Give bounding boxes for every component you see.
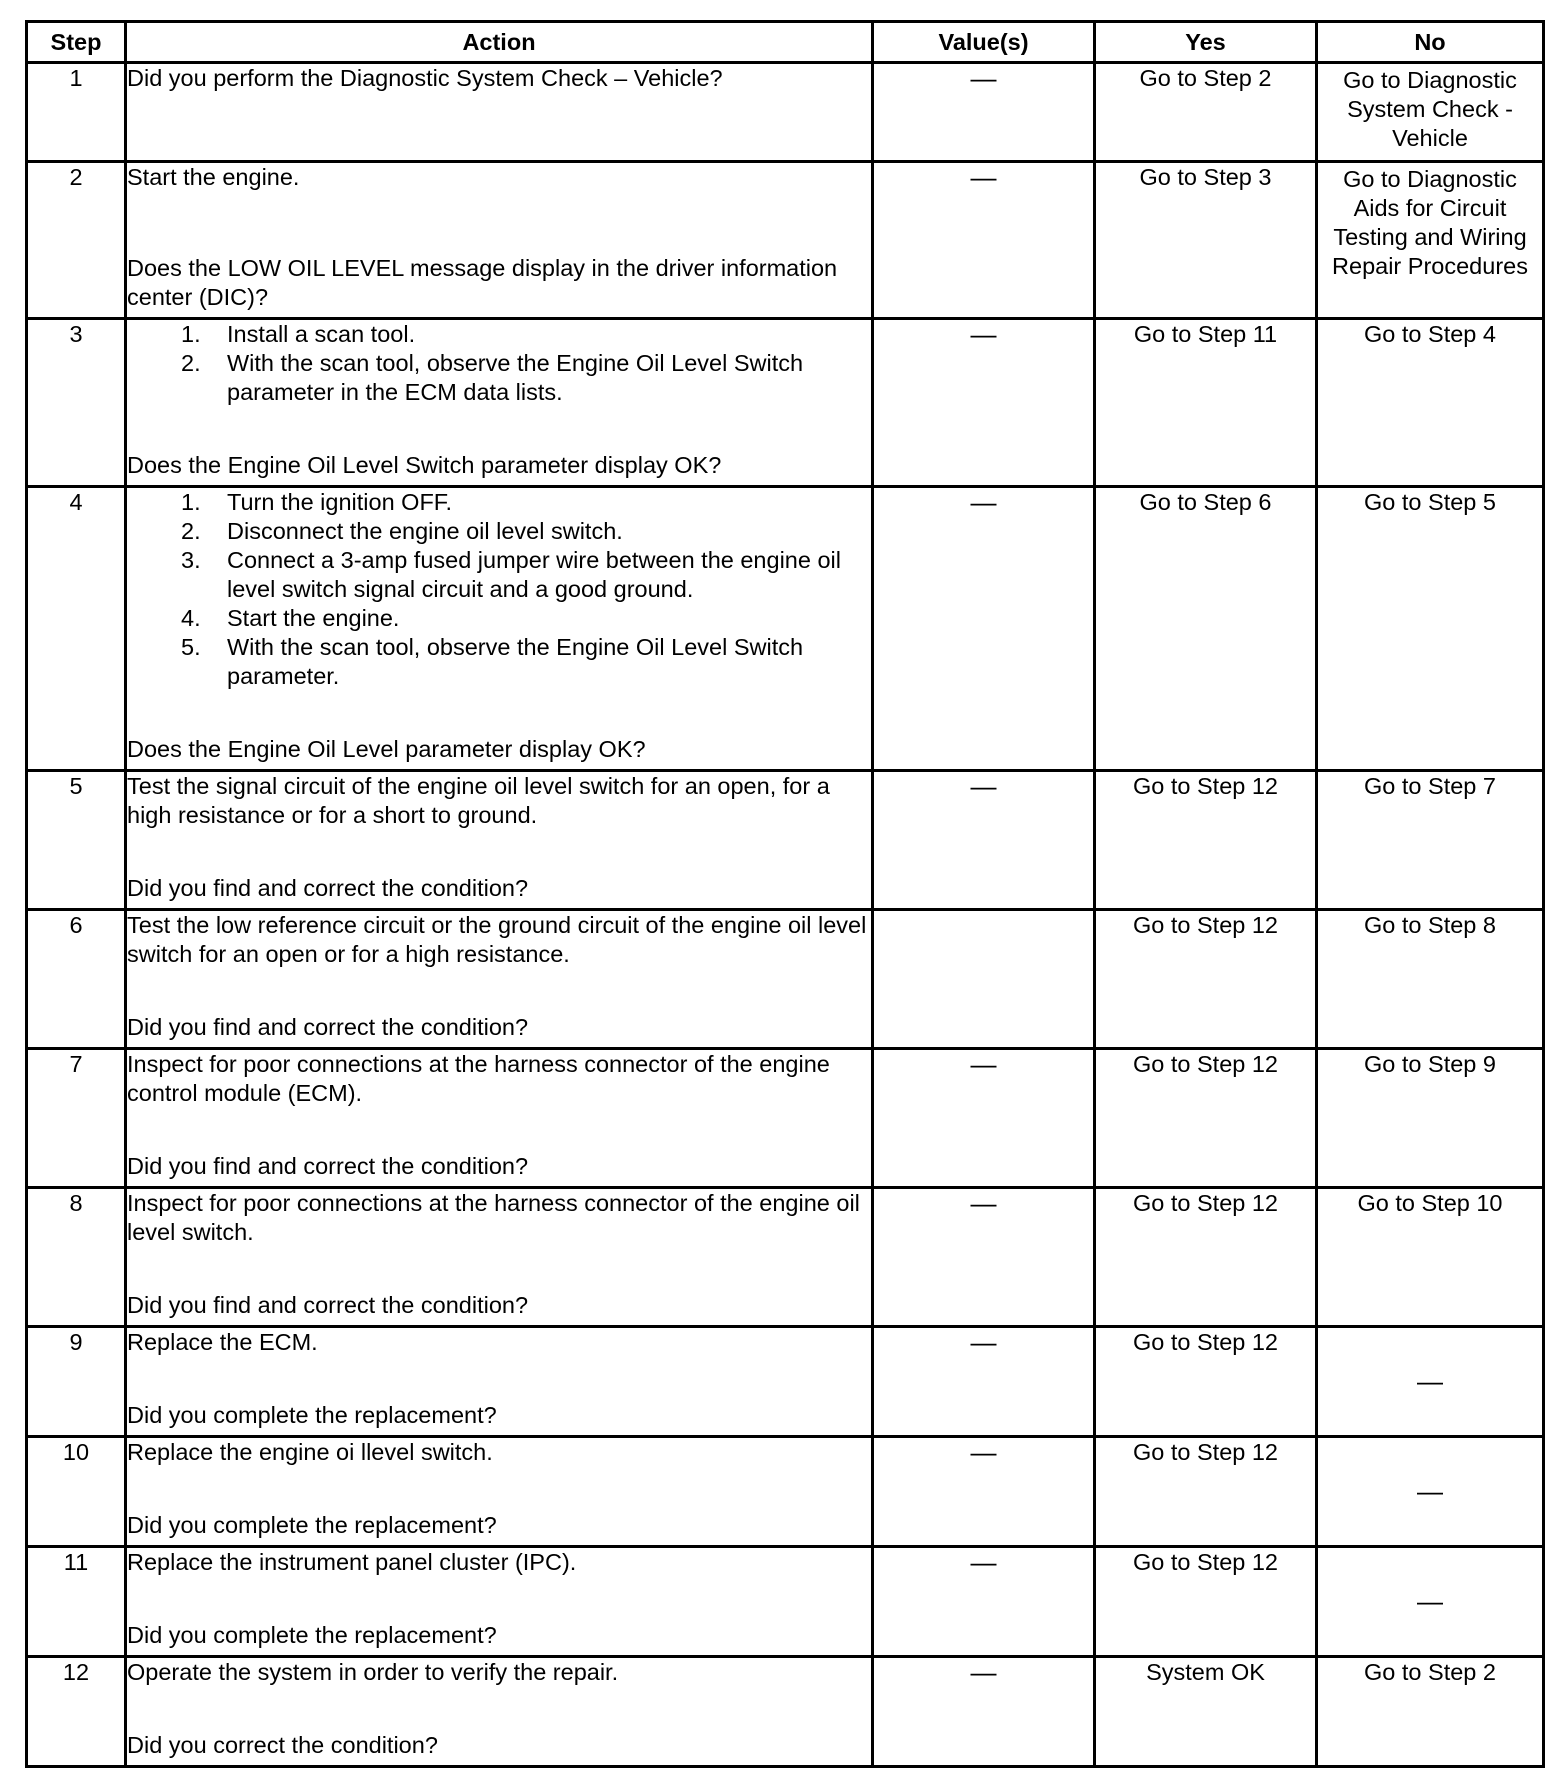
yes-cell: Go to Step 3 xyxy=(1095,162,1317,319)
value-cell: — xyxy=(873,1188,1095,1327)
step-number: 4 xyxy=(27,487,126,771)
action-cell xyxy=(126,1657,873,1767)
no-cell: Go to Step 2 xyxy=(1317,1657,1544,1767)
action-text: Replace the ECM. xyxy=(127,1329,318,1355)
diagnostic-table xyxy=(25,20,1545,1768)
no-cell: Go to Step 7 xyxy=(1317,771,1544,910)
list-item xyxy=(181,517,871,546)
list-item-number: 1. xyxy=(181,489,201,515)
no-cell: Go to Diagnostic System Check - Vehicle xyxy=(1317,63,1544,162)
action-cell xyxy=(126,162,873,319)
list-item xyxy=(181,320,871,349)
table-row xyxy=(27,63,1544,162)
table-row xyxy=(27,1049,1544,1188)
header-no: No xyxy=(1317,22,1544,63)
list-item-text: Disconnect the engine oil level switch. xyxy=(227,518,623,544)
no-cell: Go to Step 4 xyxy=(1317,319,1544,487)
no-cell: — xyxy=(1317,1327,1544,1437)
list-item-text: With the scan tool, observe the Engine Oil Level Switch parameter in the ECM data lists. xyxy=(227,350,804,405)
value-cell: — xyxy=(873,319,1095,487)
list-item-number: 2. xyxy=(181,350,201,376)
action-text: Operate the system in order to verify the repair. xyxy=(127,1659,619,1685)
action-cell xyxy=(126,63,873,162)
yes-cell: Go to Step 2 xyxy=(1095,63,1317,162)
no-cell: — xyxy=(1317,1437,1544,1547)
value-cell: — xyxy=(873,1657,1095,1767)
step-number: 11 xyxy=(27,1547,126,1657)
step-number: 10 xyxy=(27,1437,126,1547)
step-number: 8 xyxy=(27,1188,126,1327)
yes-cell: Go to Step 12 xyxy=(1095,910,1317,1049)
action-text: Replace the engine oi llevel switch. xyxy=(127,1439,493,1465)
no-cell: Go to Step 5 xyxy=(1317,487,1544,771)
action-cell xyxy=(126,1327,873,1437)
action-cell xyxy=(126,319,873,487)
step-number: 6 xyxy=(27,910,126,1049)
no-cell: Go to Step 9 xyxy=(1317,1049,1544,1188)
step-number: 3 xyxy=(27,319,126,487)
list-item xyxy=(181,633,871,691)
list-item xyxy=(181,546,871,604)
yes-cell: Go to Step 12 xyxy=(1095,1049,1317,1188)
action-question: Did you complete the replacement? xyxy=(127,1622,497,1648)
value-cell: — xyxy=(873,487,1095,771)
table-row xyxy=(27,1437,1544,1547)
value-cell xyxy=(873,910,1095,1049)
yes-cell: Go to Step 12 xyxy=(1095,1437,1317,1547)
header-row xyxy=(27,22,1544,63)
list-item-number: 3. xyxy=(181,547,201,573)
action-text: Did you perform the Diagnostic System Check – Vehicle? xyxy=(127,65,723,91)
list-item-text: Start the engine. xyxy=(227,605,400,631)
yes-cell: Go to Step 12 xyxy=(1095,1547,1317,1657)
action-text: Replace the instrument panel cluster (IPC). xyxy=(127,1549,577,1575)
step-number: 7 xyxy=(27,1049,126,1188)
list-item-text: Connect a 3-amp fused jumper wire between the engine oil level switch signal circuit and a good ground. xyxy=(227,547,841,602)
list-item-text: Install a scan tool. xyxy=(227,321,416,347)
action-question: Did you find and correct the condition? xyxy=(127,1153,529,1179)
step-number: 9 xyxy=(27,1327,126,1437)
action-text: Inspect for poor connections at the harness connector of the engine oil level switch. xyxy=(127,1190,860,1245)
table-row xyxy=(27,1188,1544,1327)
table-row xyxy=(27,1327,1544,1437)
step-number: 12 xyxy=(27,1657,126,1767)
list-item-text: Turn the ignition OFF. xyxy=(227,489,453,515)
list-item-number: 1. xyxy=(181,321,201,347)
action-steps-list xyxy=(127,488,871,691)
table-row xyxy=(27,1547,1544,1657)
value-cell: — xyxy=(873,1049,1095,1188)
action-question: Does the LOW OIL LEVEL message display in the driver information center (DIC)? xyxy=(127,255,838,310)
action-question: Did you correct the condition? xyxy=(127,1732,438,1758)
table-row xyxy=(27,319,1544,487)
action-steps-list xyxy=(127,320,871,407)
list-item-text: With the scan tool, observe the Engine Oil Level Switch parameter. xyxy=(227,634,804,689)
yes-cell: Go to Step 12 xyxy=(1095,771,1317,910)
action-question: Does the Engine Oil Level Switch parameter display OK? xyxy=(127,452,722,478)
step-number: 5 xyxy=(27,771,126,910)
table-row xyxy=(27,487,1544,771)
list-item-number: 4. xyxy=(181,605,201,631)
no-cell: Go to Step 8 xyxy=(1317,910,1544,1049)
action-question: Did you find and correct the condition? xyxy=(127,1292,529,1318)
yes-cell: Go to Step 11 xyxy=(1095,319,1317,487)
yes-cell: System OK xyxy=(1095,1657,1317,1767)
no-cell: Go to Diagnostic Aids for Circuit Testing and Wiring Repair Procedures xyxy=(1317,162,1544,319)
action-cell xyxy=(126,487,873,771)
step-number: 1 xyxy=(27,63,126,162)
action-question: Does the Engine Oil Level parameter display OK? xyxy=(127,736,646,762)
header-step: Step xyxy=(27,22,126,63)
header-values: Value(s) xyxy=(873,22,1095,63)
action-question: Did you complete the replacement? xyxy=(127,1402,497,1428)
header-action: Action xyxy=(126,22,873,63)
action-text: Test the low reference circuit or the ground circuit of the engine oil level switch for an open or for a high resistance. xyxy=(127,912,867,967)
table-row xyxy=(27,771,1544,910)
action-text: Test the signal circuit of the engine oil level switch for an open, for a high resistance or for a short to ground. xyxy=(127,773,830,828)
action-question: Did you find and correct the condition? xyxy=(127,875,529,901)
yes-cell: Go to Step 12 xyxy=(1095,1188,1317,1327)
value-cell: — xyxy=(873,1327,1095,1437)
yes-cell: Go to Step 12 xyxy=(1095,1327,1317,1437)
list-item xyxy=(181,604,871,633)
list-item xyxy=(181,488,871,517)
action-cell xyxy=(126,1437,873,1547)
action-cell xyxy=(126,910,873,1049)
action-text: Start the engine. xyxy=(127,164,300,190)
action-question: Did you find and correct the condition? xyxy=(127,1014,529,1040)
step-number: 2 xyxy=(27,162,126,319)
list-item xyxy=(181,349,871,407)
list-item-number: 2. xyxy=(181,518,201,544)
value-cell: — xyxy=(873,771,1095,910)
header-yes: Yes xyxy=(1095,22,1317,63)
table-row xyxy=(27,1657,1544,1767)
yes-cell: Go to Step 6 xyxy=(1095,487,1317,771)
table-row xyxy=(27,910,1544,1049)
action-text: Inspect for poor connections at the harness connector of the engine control module (ECM). xyxy=(127,1051,830,1106)
list-item-number: 5. xyxy=(181,634,201,660)
action-cell xyxy=(126,1547,873,1657)
action-cell xyxy=(126,771,873,910)
value-cell: — xyxy=(873,162,1095,319)
action-question: Did you complete the replacement? xyxy=(127,1512,497,1538)
table-row xyxy=(27,162,1544,319)
no-cell: Go to Step 10 xyxy=(1317,1188,1544,1327)
value-cell: — xyxy=(873,63,1095,162)
action-cell xyxy=(126,1049,873,1188)
value-cell: — xyxy=(873,1437,1095,1547)
action-cell xyxy=(126,1188,873,1327)
no-cell: — xyxy=(1317,1547,1544,1657)
value-cell: — xyxy=(873,1547,1095,1657)
